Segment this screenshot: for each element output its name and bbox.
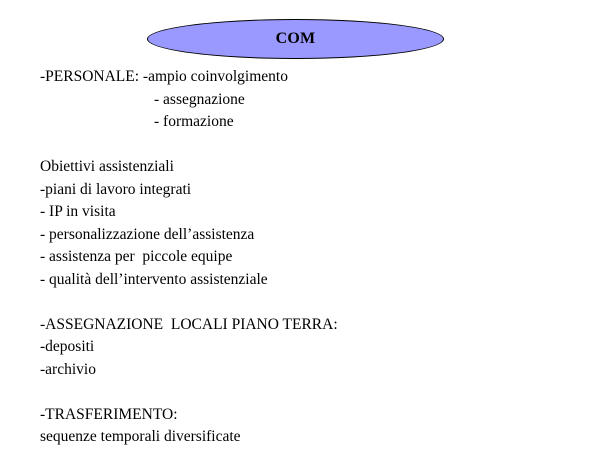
list-item: -piani di lavoro integrati	[40, 180, 192, 198]
list-item: sequenze temporali diversificate	[40, 428, 241, 445]
list-item: - IP in visita	[40, 203, 116, 220]
section-trasferimento	[40, 404, 580, 449]
page-title: COM	[275, 30, 316, 47]
section-personale	[40, 66, 580, 134]
spacer	[40, 291, 580, 314]
list-item: - qualità dell’intervento assistenziale	[40, 270, 268, 288]
title-ellipse	[147, 19, 444, 59]
list-item: -archivio	[40, 360, 96, 378]
list-item: - assistenza per piccole equipe	[40, 248, 233, 265]
slide-content	[40, 66, 580, 449]
list-item: - personalizzazione dell’assistenza	[40, 225, 255, 243]
section-obiettivi	[40, 156, 580, 291]
personale-line-1: -PERSONALE: -ampio coinvolgimento	[40, 68, 288, 85]
assegnazione-heading: -ASSEGNAZIONE LOCALI PIANO TERRA:	[40, 315, 338, 333]
spacer	[40, 134, 580, 157]
list-item: -depositi	[40, 338, 95, 355]
obiettivi-heading: Obiettivi assistenziali	[40, 158, 174, 175]
section-assegnazione	[40, 314, 580, 382]
trasferimento-heading: -TRASFERIMENTO:	[40, 405, 178, 423]
personale-line-2: - assegnazione	[154, 90, 245, 108]
spacer	[40, 381, 580, 404]
personale-line-3: - formazione	[154, 113, 234, 130]
